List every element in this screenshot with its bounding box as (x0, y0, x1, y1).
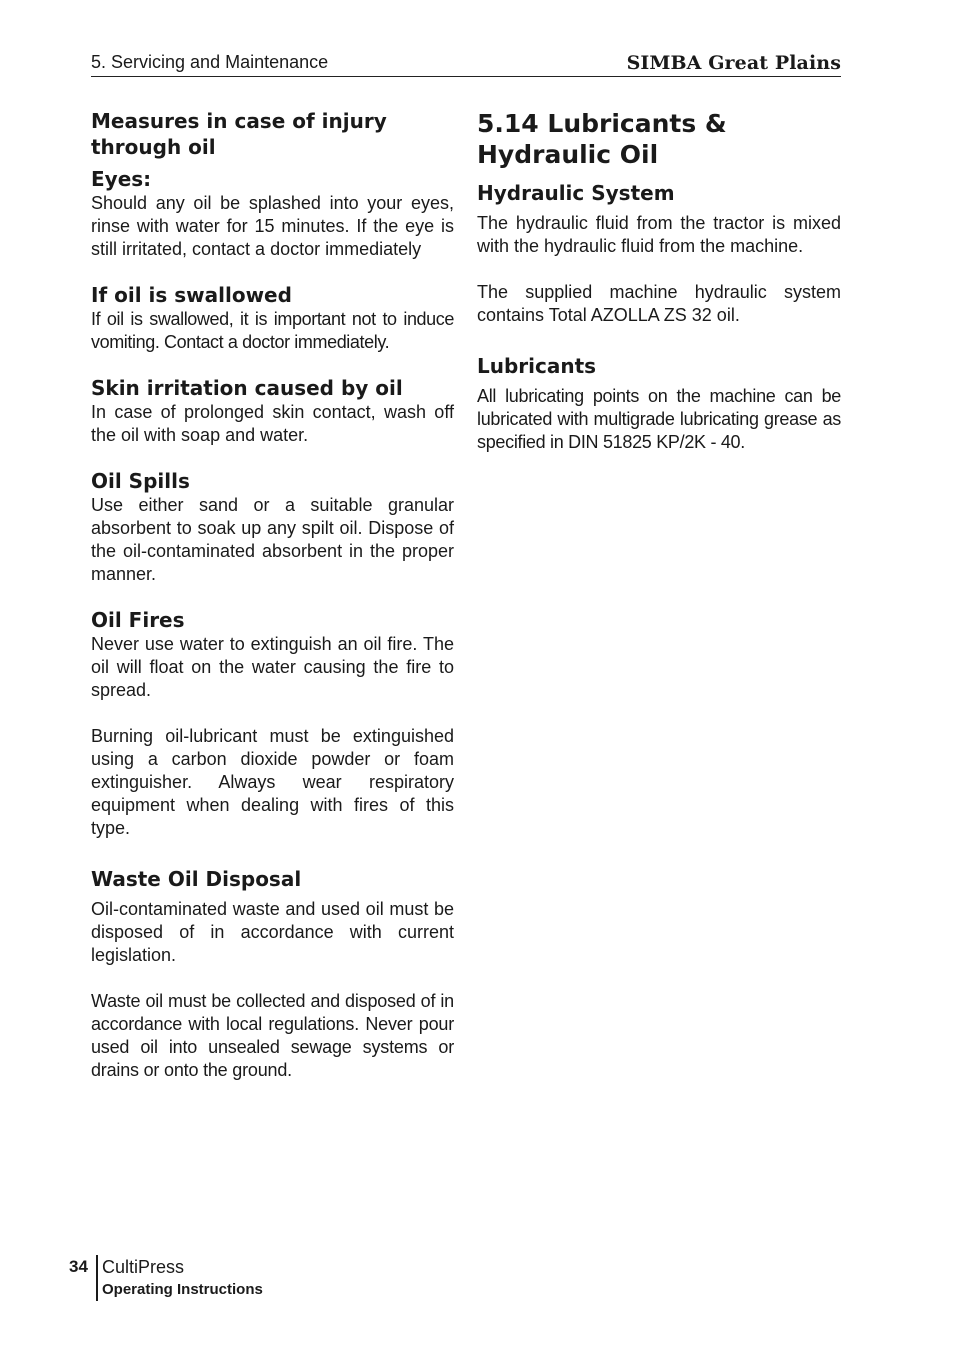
waste-oil-heading: Waste Oil Disposal (91, 867, 302, 891)
skin-irritation-heading: Skin irritation caused by oil (91, 376, 403, 400)
hydraulic-system-heading: Hydraulic System (477, 181, 675, 205)
section-title: 5. Servicing and Maintenance (91, 52, 329, 72)
skin-irritation-paragraph: In case of prolonged skin contact, wash off the oil with soap and water. (91, 402, 454, 445)
oil-fires-paragraph-1: Never use water to extinguish an oil fire. The oil will float on the water causing the fire to spread. (91, 634, 454, 700)
brand-logo: SIMBA Great Plains (626, 52, 841, 74)
swallowed-paragraph: If oil is swallowed, it is important not to induce vomiting. Contact a doctor immediately. (91, 309, 454, 352)
footer-divider (96, 1255, 98, 1301)
page-header (91, 50, 841, 77)
eyes-paragraph: Should any oil be splashed into your eyes, rinse with water for 15 minutes. If the eye is still irritated, contact a doctor immediately (91, 193, 454, 259)
oil-spills-heading: Oil Spills (91, 469, 190, 493)
injury-measures-heading: Measures in case of injury through oil (91, 109, 387, 159)
waste-oil-paragraph-1: Oil-contaminated waste and used oil must be disposed of in accordance with current legislation. (91, 899, 454, 965)
swallowed-heading: If oil is swallowed (91, 283, 292, 307)
right-column (477, 108, 841, 454)
waste-oil-paragraph-2: Waste oil must be collected and disposed of in accordance with local regulations. Never pour used oil into unsealed sewage systems or drains or onto the ground. (91, 991, 454, 1080)
eyes-heading: Eyes: (91, 167, 152, 191)
product-name: CultiPress (102, 1257, 185, 1277)
oil-spills-paragraph: Use either sand or a suitable granular absorbent to soak up any spilt oil. Dispose of the oil-contaminated absorbent in the proper manner. (91, 495, 454, 584)
oil-fires-heading: Oil Fires (91, 608, 185, 632)
lubricants-paragraph: All lubricating points on the machine can be lubricated with multigrade lubricating grease as specified in DIN 51825 KP/2K - 40. (477, 386, 841, 452)
left-column (91, 108, 454, 1082)
page-number: 34 (69, 1257, 88, 1276)
oil-fires-paragraph-2: Burning oil-lubricant must be extinguished using a carbon dioxide powder or foam extinguisher. Always wear respiratory equipment when dealing with fires of this type. (91, 726, 454, 838)
lubricants-section-title: 5.14 Lubricants & Hydraulic Oil (477, 109, 727, 169)
lubricants-heading: Lubricants (477, 354, 597, 378)
document-type: Operating Instructions (102, 1281, 263, 1298)
hydraulic-paragraph-2: The supplied machine hydraulic system contains Total AZOLLA ZS 32 oil. (477, 282, 841, 325)
hydraulic-paragraph-1: The hydraulic fluid from the tractor is mixed with the hydraulic fluid from the machine. (477, 213, 841, 256)
